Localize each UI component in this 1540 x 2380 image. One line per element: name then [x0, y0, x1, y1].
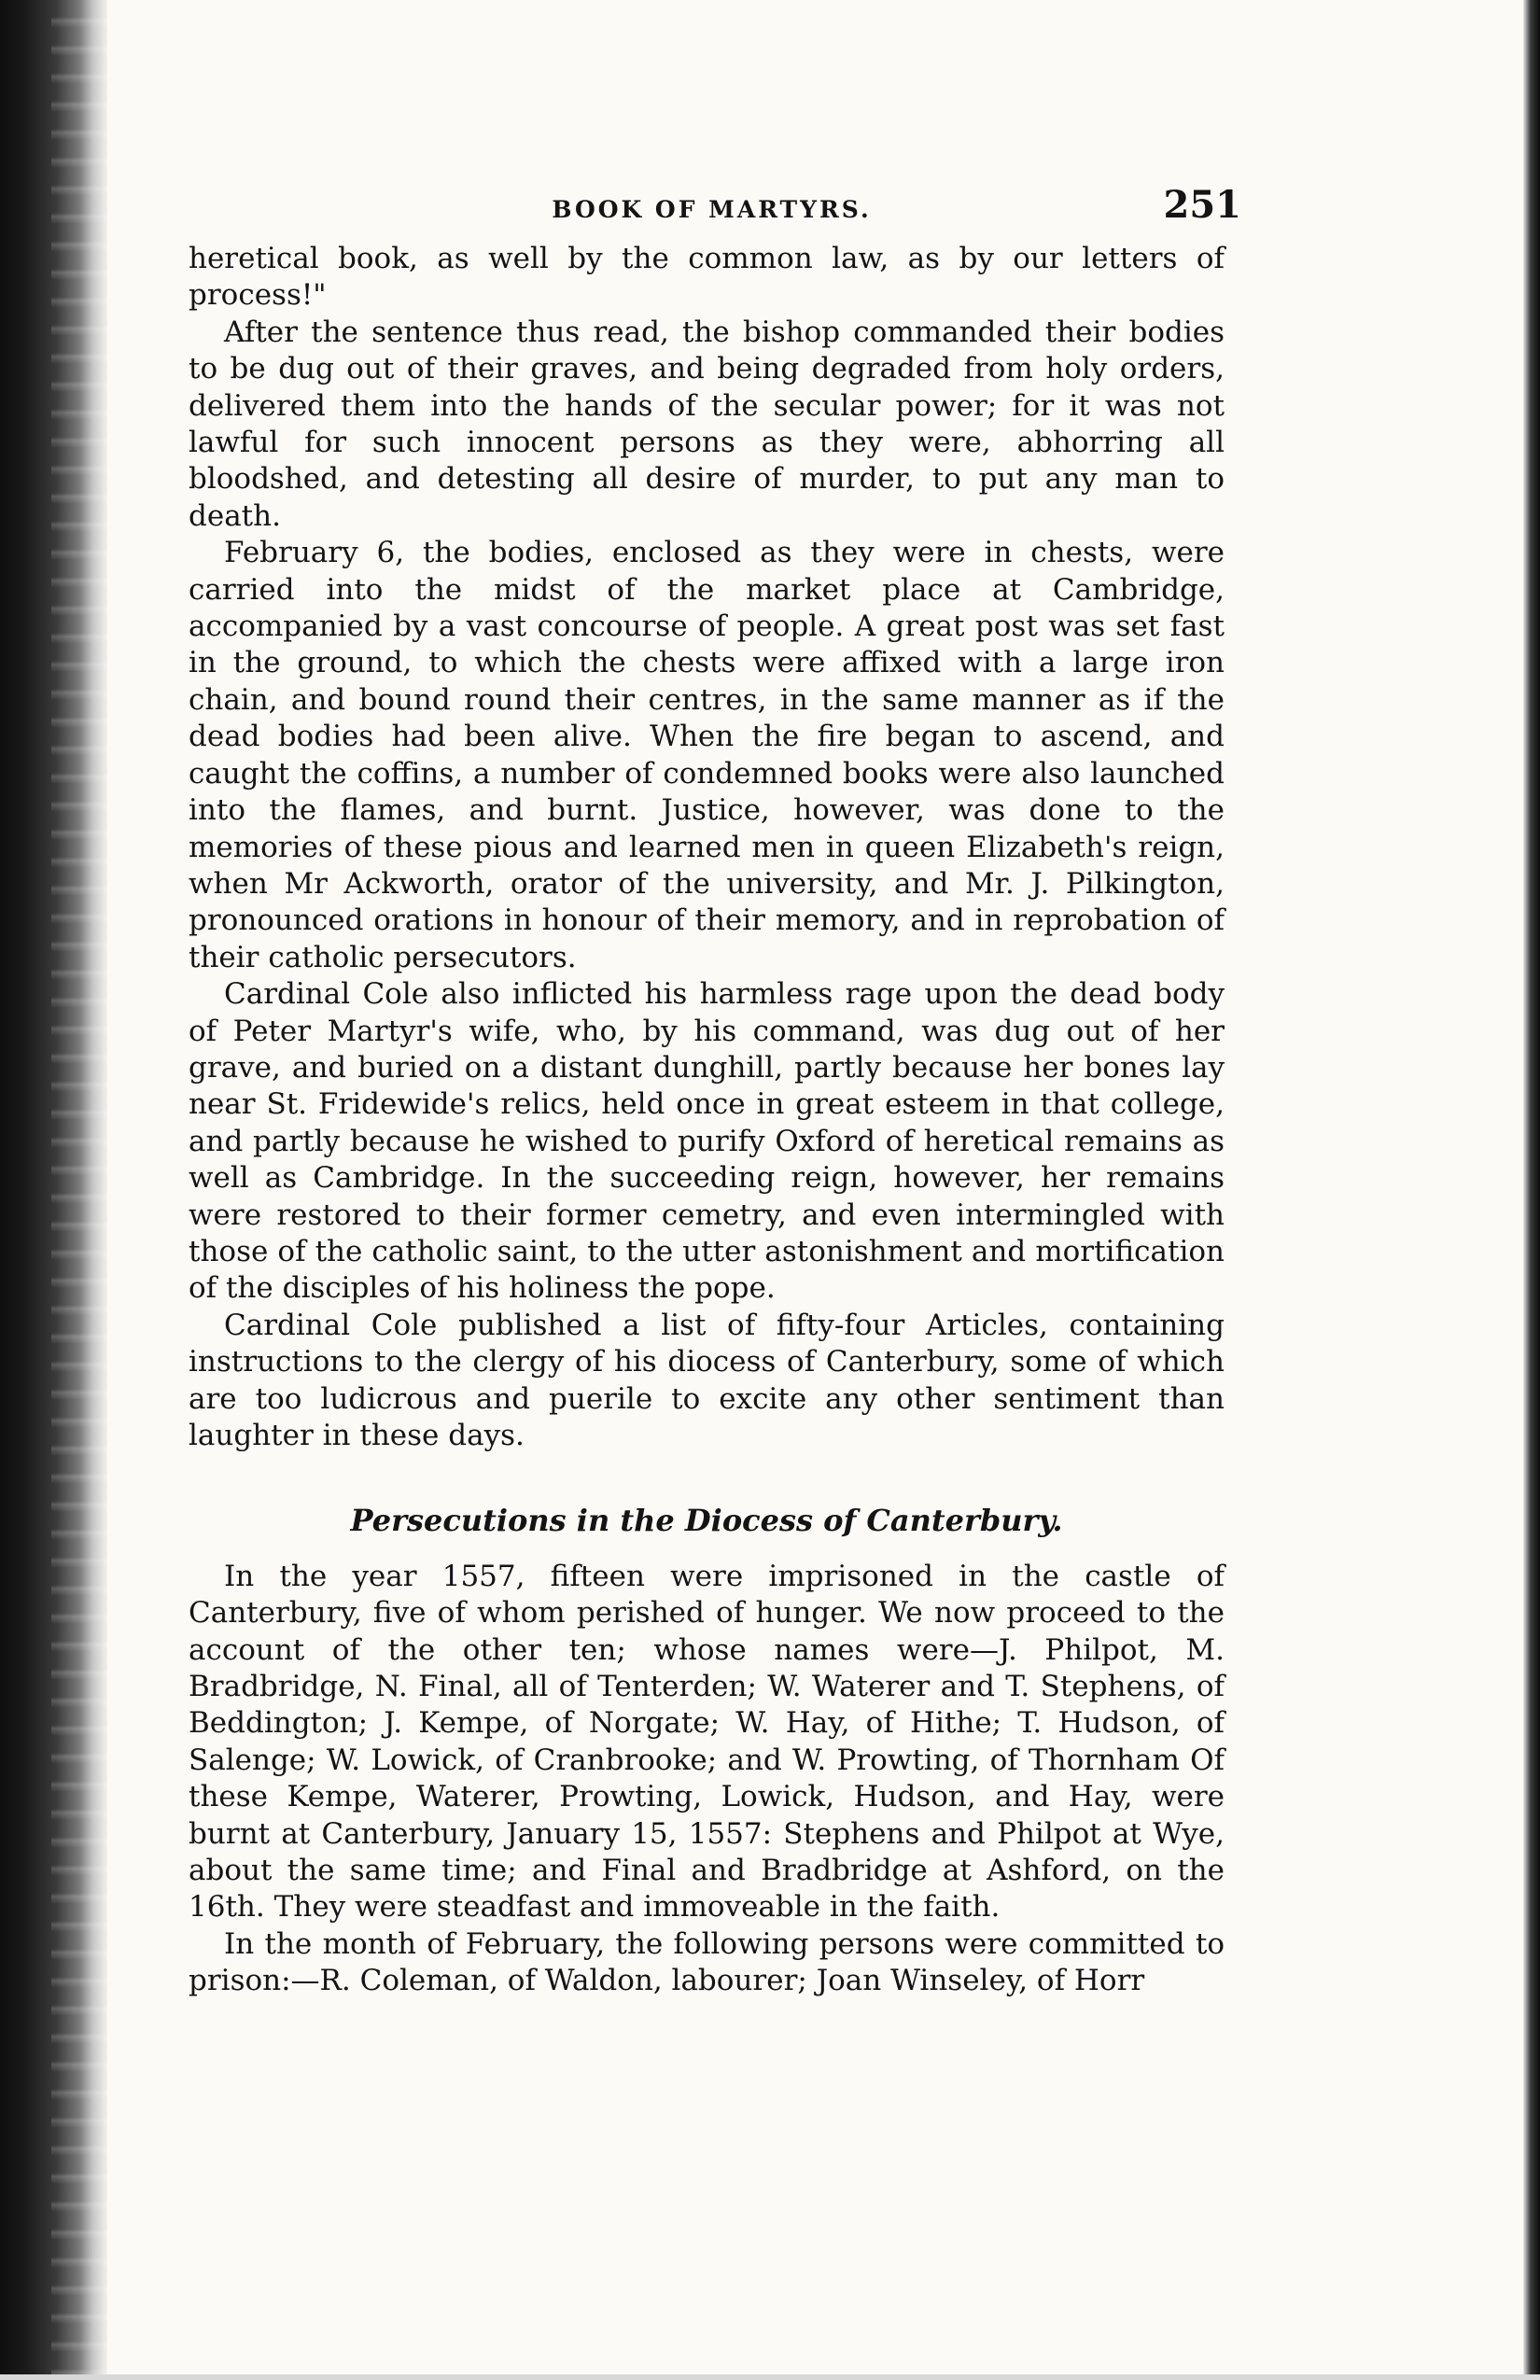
paragraph: Cardinal Cole published a list of fifty-four Articles, containing instructions to the clergy of his diocess of Canterbury, some of which are too ludicrous and puerile to excite any other sentiment than laughter in these days. [189, 1308, 1225, 1452]
paragraph: Cardinal Cole also inflicted his harmless rage upon the dead body of Peter Martyr's wife, who, by his command, was dug out of her grave, and buried on a distant dunghill, partly because her bones lay near St. Fridewide's relics, held once in great esteem in that college, and partly because he wished to purify Oxford of heretical remains as well as Cambridge. In the succeeding reign, however, her remains were restored to their former cemetry, and even intermingled with those of the catholic saint, to the utter astonishment and mortification of the disciples of his holiness the pope. [189, 977, 1225, 1306]
paragraph: In the month of February, the following persons were committed to prison:—R. Coleman, of Waldon, labourer; Joan Winseley, of Horr [189, 1926, 1225, 1998]
paragraph: After the sentence thus read, the bishop commanded their bodies to be dug out of their graves, and being degraded from holy orders, delivered them into the hands of the secular power; for it was not lawful for such innocent persons as they were, abhorring all bloodshed, and detesting all desire of murder, to put any man to death. [189, 315, 1225, 533]
binding-edge [0, 0, 107, 2380]
running-head [196, 183, 1241, 239]
paragraph: February 6, the bodies, enclosed as they were in chests, were carried into the midst of the market place at Cambridge, accompanied by a vast concourse of people. A great post was set fast in the ground, to which the chests were affixed with a large iron chain, and bound round their centres, in the same manner as if the dead bodies had been alive. When the fire began to ascend, and caught the coffins, a number of condemned books were also launched into the flames, and burnt. Justice, however, was done to the memories of these pious and learned men in queen Elizabeth's reign, when Mr Ackworth, orator of the university, and Mr. J. Pilkington, pronounced orations in honour of their memory, and in reprobation of their catholic persecutors. [189, 536, 1225, 974]
scan-bottom-edge [0, 2374, 1540, 2380]
running-title: BOOK OF MARTYRS. [552, 196, 872, 223]
body-text [189, 241, 1225, 2000]
section-heading: Persecutions in the Diocess of Canterbury. [350, 1503, 1063, 1539]
scan-edge [1523, 0, 1540, 2380]
paragraph: heretical book, as well by the common law, as by our letters of process!" [189, 242, 1225, 313]
paragraph: In the year 1557, fifteen were imprisoned in the castle of Canterbury, five of whom perished of hunger. We now proceed to the account of the other ten; whose names were—J. Philpot, M. Bradbridge, N. Final, all of Tenterden; W. Waterer and T. Stephens, of Beddington; J. Kempe, of Norgate; W. Hay, of Hithe; T. Hudson, of Salenge; W. Lowick, of Cranbrooke; and W. Prowting, of Thornham Of these Kempe, Waterer, Prowting, Lowick, Hudson, and Hay, were burnt at Canterbury, January 15, 1557: Stephens and Philpot at Wye, about the same time; and Final and Bradbridge at Ashford, on the 16th. They were steadfast and immoveable in the faith. [189, 1559, 1225, 1925]
page-number: 251 [1163, 183, 1241, 227]
